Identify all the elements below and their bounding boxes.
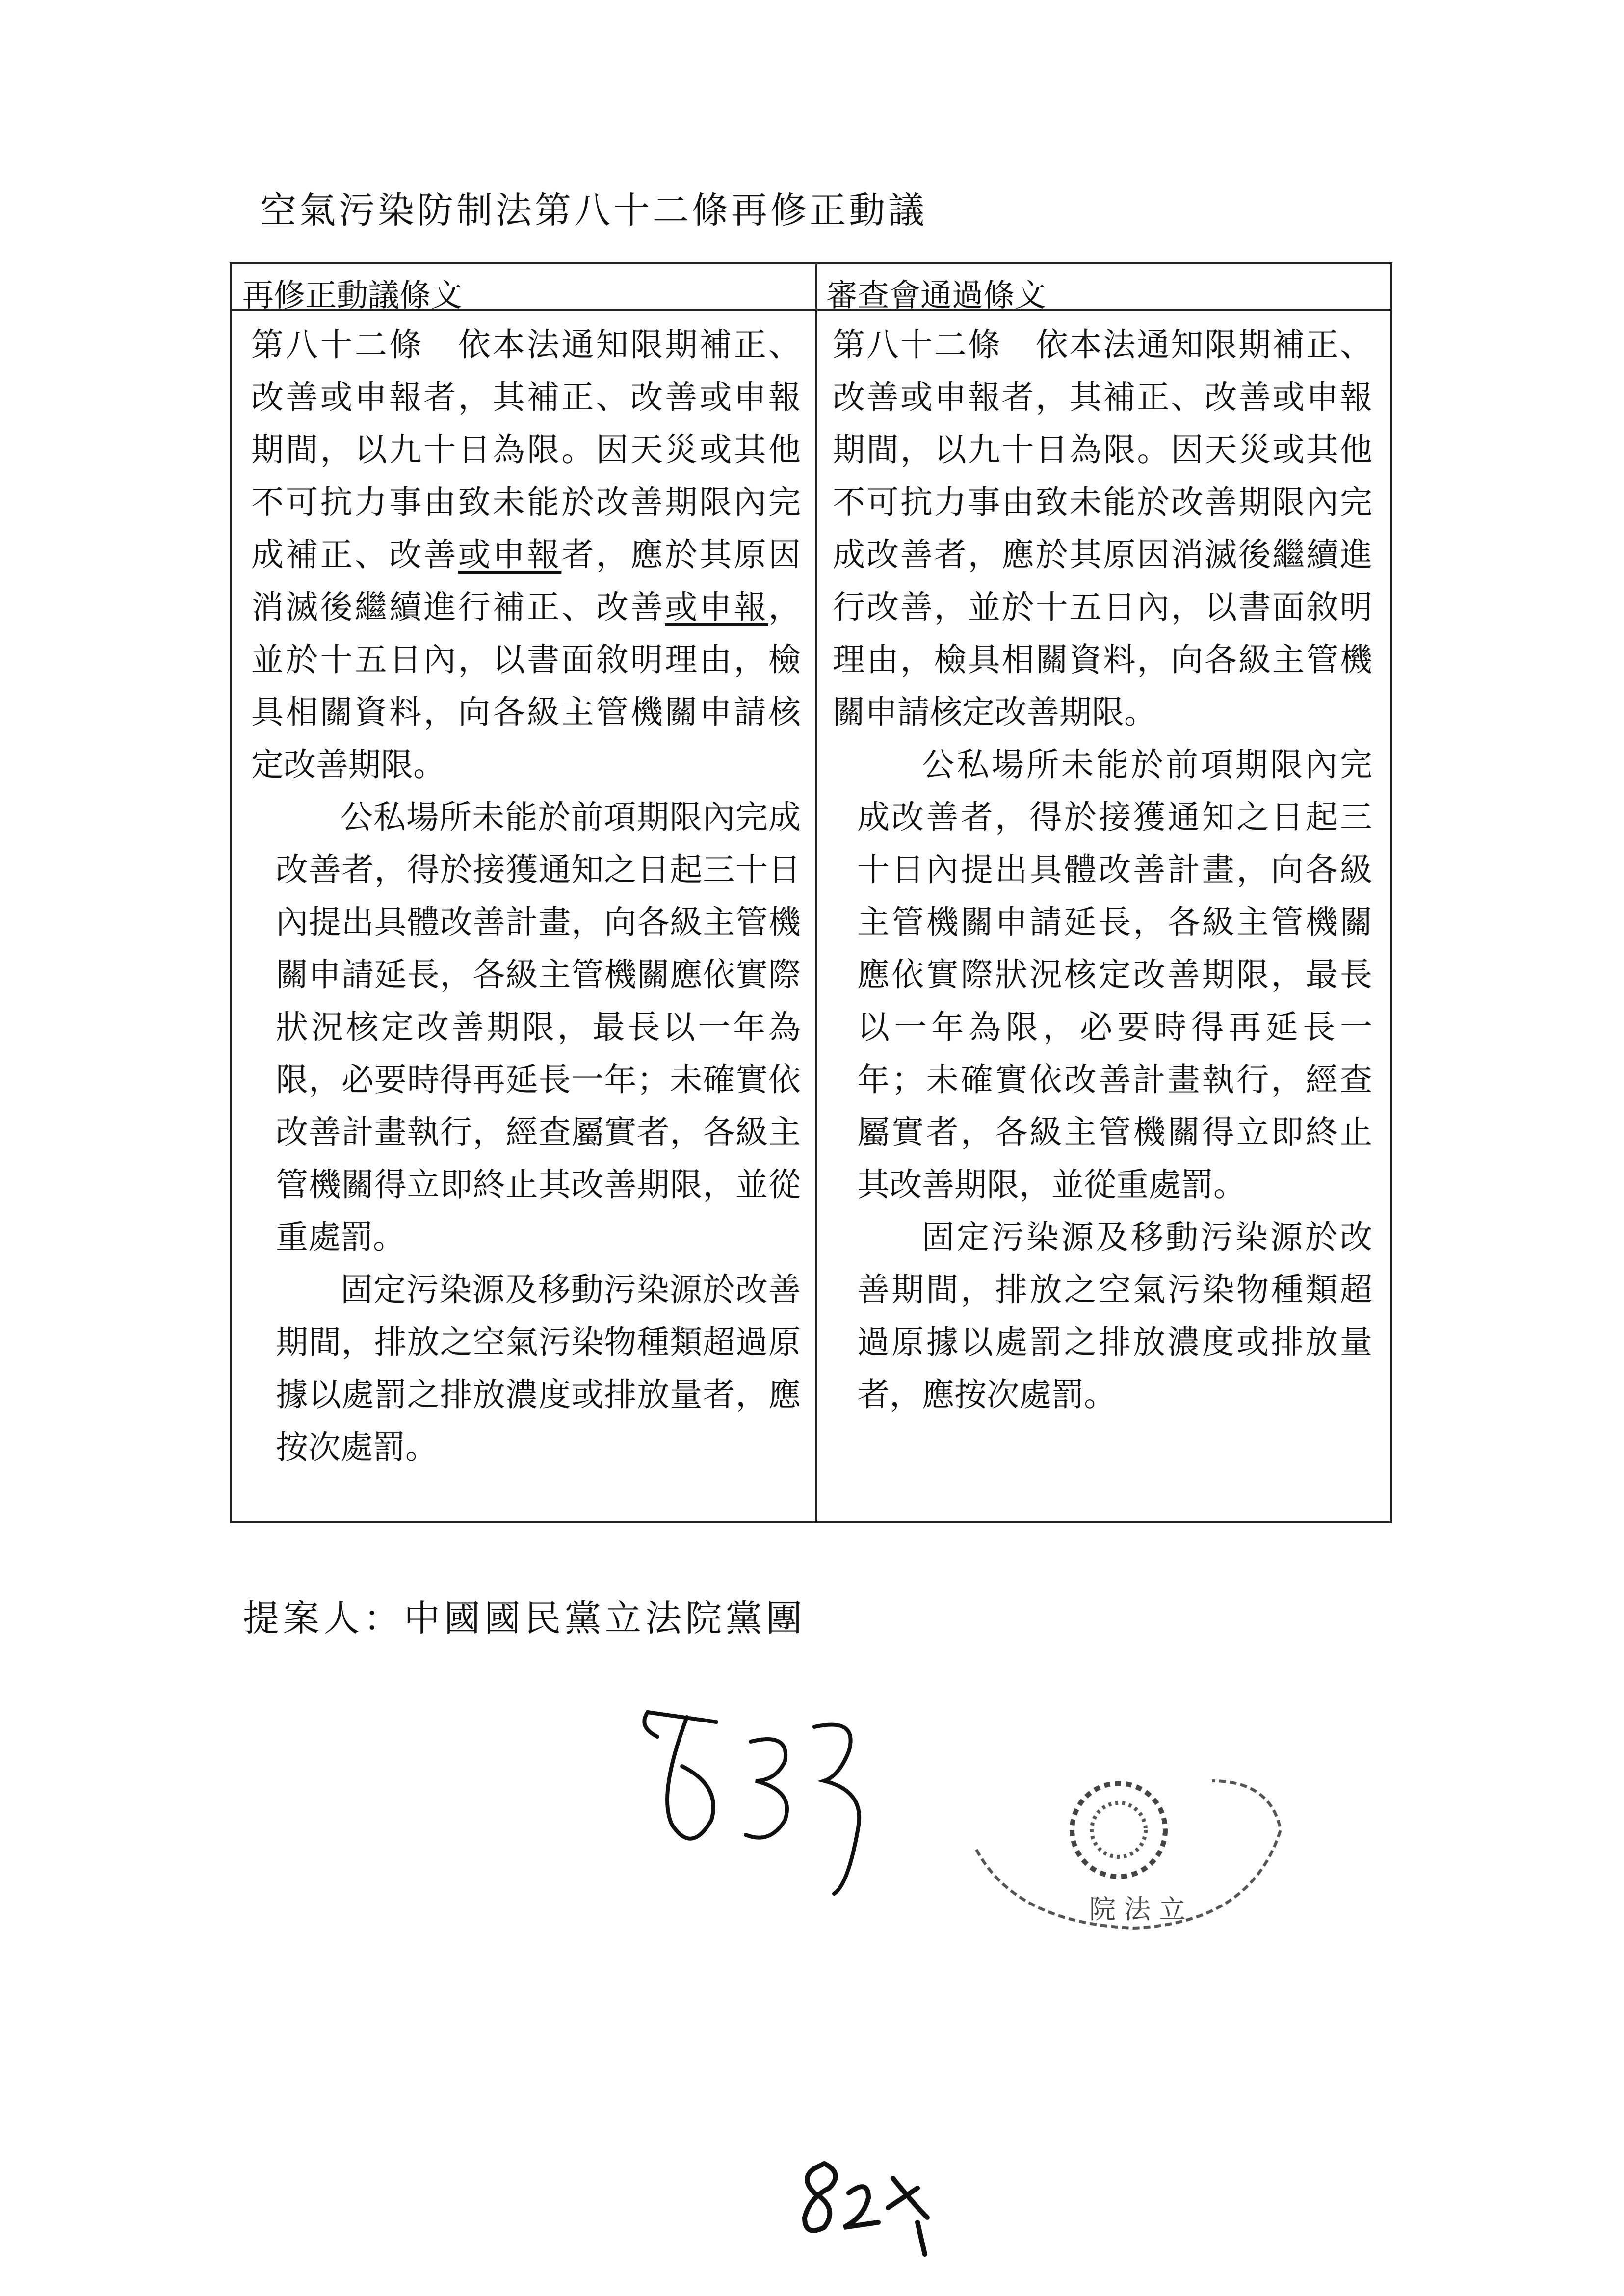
right-column-header (815, 264, 1390, 314)
handwritten-page-mark (795, 2149, 952, 2262)
right-paragraph-1: 第八十二條 依本法通知限期補正、改善或申報者，其補正、改善或申報期間，以九十日為限。因天災或其他不可抗力事由致未能於改善期限內完成改善者，應於其原因消滅後繼續進行改善，並於十五日內，以書面敘明理由，檢具相關資料，向各級主管機關申請核定改善期限。 (833, 326, 1372, 731)
underlined-amendment: 或申報 (665, 588, 769, 626)
left-column-text (251, 318, 801, 1473)
left-paragraph-1: 第八十二條 依本法通知限期補正、改善或申報者，其補正、改善或申報期間，以九十日為限。因天災或其他不可抗力事由致未能於改善期限內完成補正、改善或申報者，應於其原因消滅後繼續進行補正、改善或申報，並於十五日內，以書面敘明理由，檢具相關資料，向各級主管機關申請核定改善期限。 (251, 326, 801, 783)
comparison-table (230, 262, 1392, 1523)
right-column-text (833, 318, 1372, 1421)
underlined-amendment: 或申報 (458, 536, 562, 574)
proposer-line: 提案人：中國國民黨立法院黨團 (243, 1597, 806, 1640)
page-title: 空氣污染防制法第八十二條再修正動議 (260, 189, 927, 232)
left-header-label: 再修正動議條文 (242, 278, 462, 314)
left-paragraph-2: 公私場所未能於前項期限內完成改善者，得於接獲通知之日起三十日內提出具體改善計畫，向各級主管機關申請延長，各級主管機關應依實際狀況核定改善期限，最長以一年為限，必要時得再延長一年；未確實依改善計畫執行，經查屬實者，各級主管機關得立即終止其改善期限，並從重處罰。 (276, 798, 801, 1256)
left-column-header (232, 264, 815, 314)
seal-stamp (957, 1761, 1300, 1948)
right-header-label: 審查會通過條文 (826, 278, 1046, 314)
right-paragraph-3: 固定污染源及移動污染源於改善期間，排放之空氣污染物種類超過原據以處罰之排放濃度或排放量者，應按次處罰。 (857, 1218, 1372, 1413)
column-divider (815, 264, 817, 1521)
handwritten-number-833 (628, 1697, 903, 1904)
right-paragraph-2: 公私場所未能於前項期限內完成改善者，得於接獲通知之日起三十日內提出具體改善計畫，向各級主管機關申請延長，各級主管機關應依實際狀況核定改善期限，最長以一年為限，必要時得再延長一年；未確實依改善計畫執行，經查屬實者，各級主管機關得立即終止其改善期限，並從重處罰。 (857, 746, 1372, 1203)
left-paragraph-3: 固定污染源及移動污染源於改善期間，排放之空氣污染物種類超過原據以處罰之排放濃度或排放量者，應按次處罰。 (276, 1271, 801, 1466)
svg-text:院 法 立: 院 法 立 (1089, 1894, 1186, 1925)
